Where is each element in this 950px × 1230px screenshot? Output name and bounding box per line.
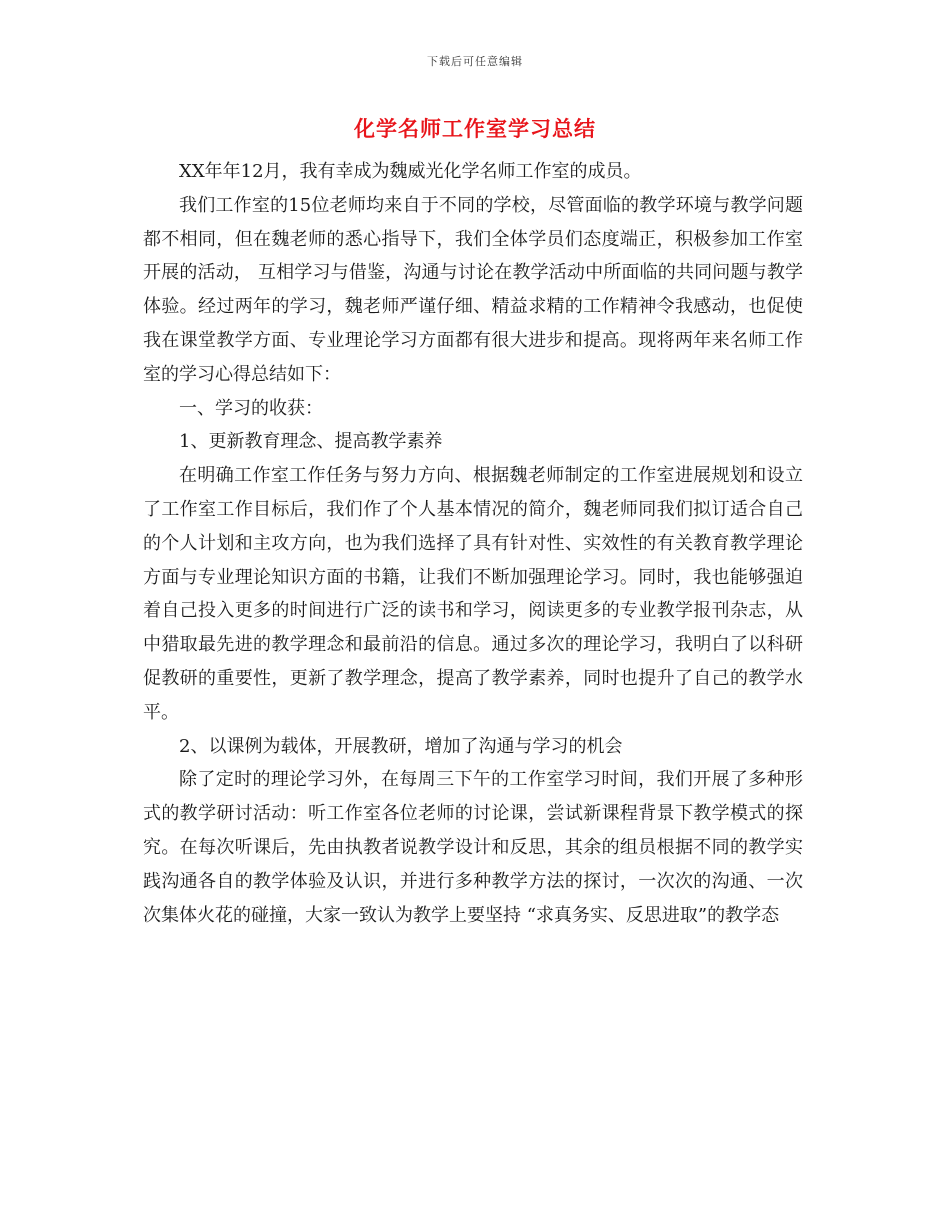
paragraph-subsection-1: 在明确工作室工作任务与努力方向、根据魏老师制定的工作室进展规划和设立了工作室工作目标后，我们作了个人基本情况的简介，魏老师同我们拟订适合自己的个人计划和主攻方向，也为我们选择了具有针对性、实效性的有关教育教学理论方面与专业理论知识方面的书籍，让我们不断加强理论学习。同时，我也能够强迫着自己投入更多的时间进行广泛的读书和学习，阅读更多的专业教学报刊杂志，从中猎取最先进的教学理念和最前沿的信息。通过多次的理论学习，我明白了以科研促教研的重要性，更新了教学理念，提高了教学素养，同时也提升了自己的教学水平。: [143, 465, 803, 723]
header-note: 下载后可任意编辑: [427, 55, 523, 68]
document-title: 化学名师工作室学习总结: [354, 117, 596, 141]
document-body: [143, 155, 803, 932]
subheading-2: 2、以课例为载体，开展教研，增加了沟通与学习的机会: [179, 735, 623, 757]
paragraph-overview: 我们工作室的15位老师均来自于不同的学校，尽管面临的教学环境与教学问题都不相同，但在魏老师的悉心指导下，我们全体学员们态度端正，积极参加工作室开展的活动， 互相学习与借鉴，沟通与讨论在教学活动中所面临的共同问题与教学体验。经过两年的学习，魏老师严谨仔细、精益求精的工作精神令我感动，也促使我在课堂教学方面、专业理论学习方面都有很大进步和提高。现将两年来名师工作室的学习心得总结如下：: [143, 194, 803, 385]
section-heading-gains: 一、学习的收获：: [179, 397, 323, 419]
paragraph-intro: XX年年12月，我有幸成为魏威光化学名师工作室的成员。: [179, 161, 642, 182]
paragraph-subsection-2: 除了定时的理论学习外，在每周三下午的工作室学习时间，我们开展了多种形式的教学研讨活动：听工作室各位老师的讨论课，尝试新课程背景下教学模式的探究。在每次听课后，先由执教者说教学设计和反思，其余的组员根据不同的教学实践沟通各自的教学体验及认识，并进行多种教学方法的探讨，一次次的沟通、一次次集体火花的碰撞，大家一致认为教学上要坚持 “求真务实、反思进取”的教学态: [143, 769, 803, 926]
subheading-1: 1、更新教育理念、提高教学素养: [179, 431, 443, 453]
